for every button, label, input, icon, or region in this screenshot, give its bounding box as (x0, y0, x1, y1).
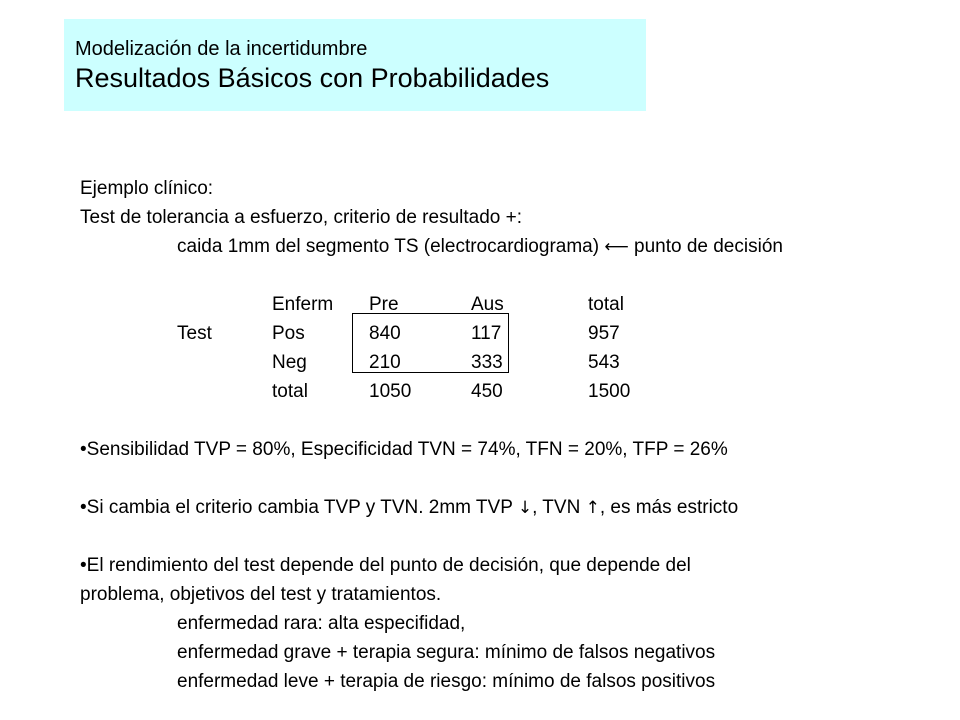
intro-line-3 (80, 232, 950, 261)
title-box (64, 19, 646, 111)
table-row (80, 348, 950, 377)
list-item: enfermedad rara: alta especifidad, (177, 613, 466, 634)
bullet-text: , es más estricto (599, 497, 739, 518)
table-cell: 1500 (588, 381, 631, 402)
left-arrow-icon: ⟵ (604, 237, 629, 257)
bullet-text: , TVN (532, 497, 581, 518)
table-cell: total (272, 381, 308, 402)
slide-subtitle: Modelización de la incertidumbre (75, 38, 368, 60)
down-arrow-icon: ↓ (517, 498, 533, 518)
decision-point-text: punto de decisión (634, 236, 783, 257)
slide-content (80, 174, 950, 696)
slide-title: Resultados Básicos con Probabilidades (75, 63, 550, 93)
table-cell: Neg (272, 352, 307, 373)
table-row (80, 377, 950, 406)
table-cell: 210 (369, 352, 401, 373)
intro-line-2: Test de tolerancia a esfuerzo, criterio de resultado +: (80, 207, 522, 228)
bullet-criterion-change (80, 493, 950, 522)
table-cell: Pos (272, 323, 305, 344)
table-header-cell: Aus (471, 294, 504, 315)
bullet-text: •Si cambia el criterio cambia TVP y TVN. 2mm TVP (80, 497, 513, 518)
bullet-performance-1: •El rendimiento del test depende del punto de decisión, que depende del (80, 555, 691, 576)
list-item: enfermedad grave + terapia segura: mínimo de falsos negativos (177, 642, 716, 663)
list-item: enfermedad leve + terapia de riesgo: mínimo de falsos positivos (177, 671, 716, 692)
table-row (80, 319, 950, 348)
table-cell: 543 (588, 352, 620, 373)
table-header-cell: Pre (369, 294, 399, 315)
intro-line-1: Ejemplo clínico: (80, 178, 214, 199)
table-row-label: Test (177, 323, 212, 344)
table-header-cell: Enferm (272, 294, 334, 315)
bullet-sensitivity: •Sensibilidad TVP = 80%, Especificidad TVN = 74%, TFN = 20%, TFP = 26% (80, 439, 728, 460)
table-cell: 450 (471, 381, 503, 402)
table-header-cell: total (588, 294, 624, 315)
table-cell: 117 (471, 323, 502, 344)
table-cell: 333 (471, 352, 503, 373)
table-cell: 1050 (369, 381, 412, 402)
table-cell: 957 (588, 323, 620, 344)
bullet-performance-2: problema, objetivos del test y tratamientos. (80, 584, 442, 605)
table-header-row (80, 290, 950, 319)
up-arrow-icon: ↑ (585, 498, 600, 518)
table-cell: 840 (369, 323, 401, 344)
criterion-text: caida 1mm del segmento TS (electrocardiograma) (177, 236, 600, 257)
